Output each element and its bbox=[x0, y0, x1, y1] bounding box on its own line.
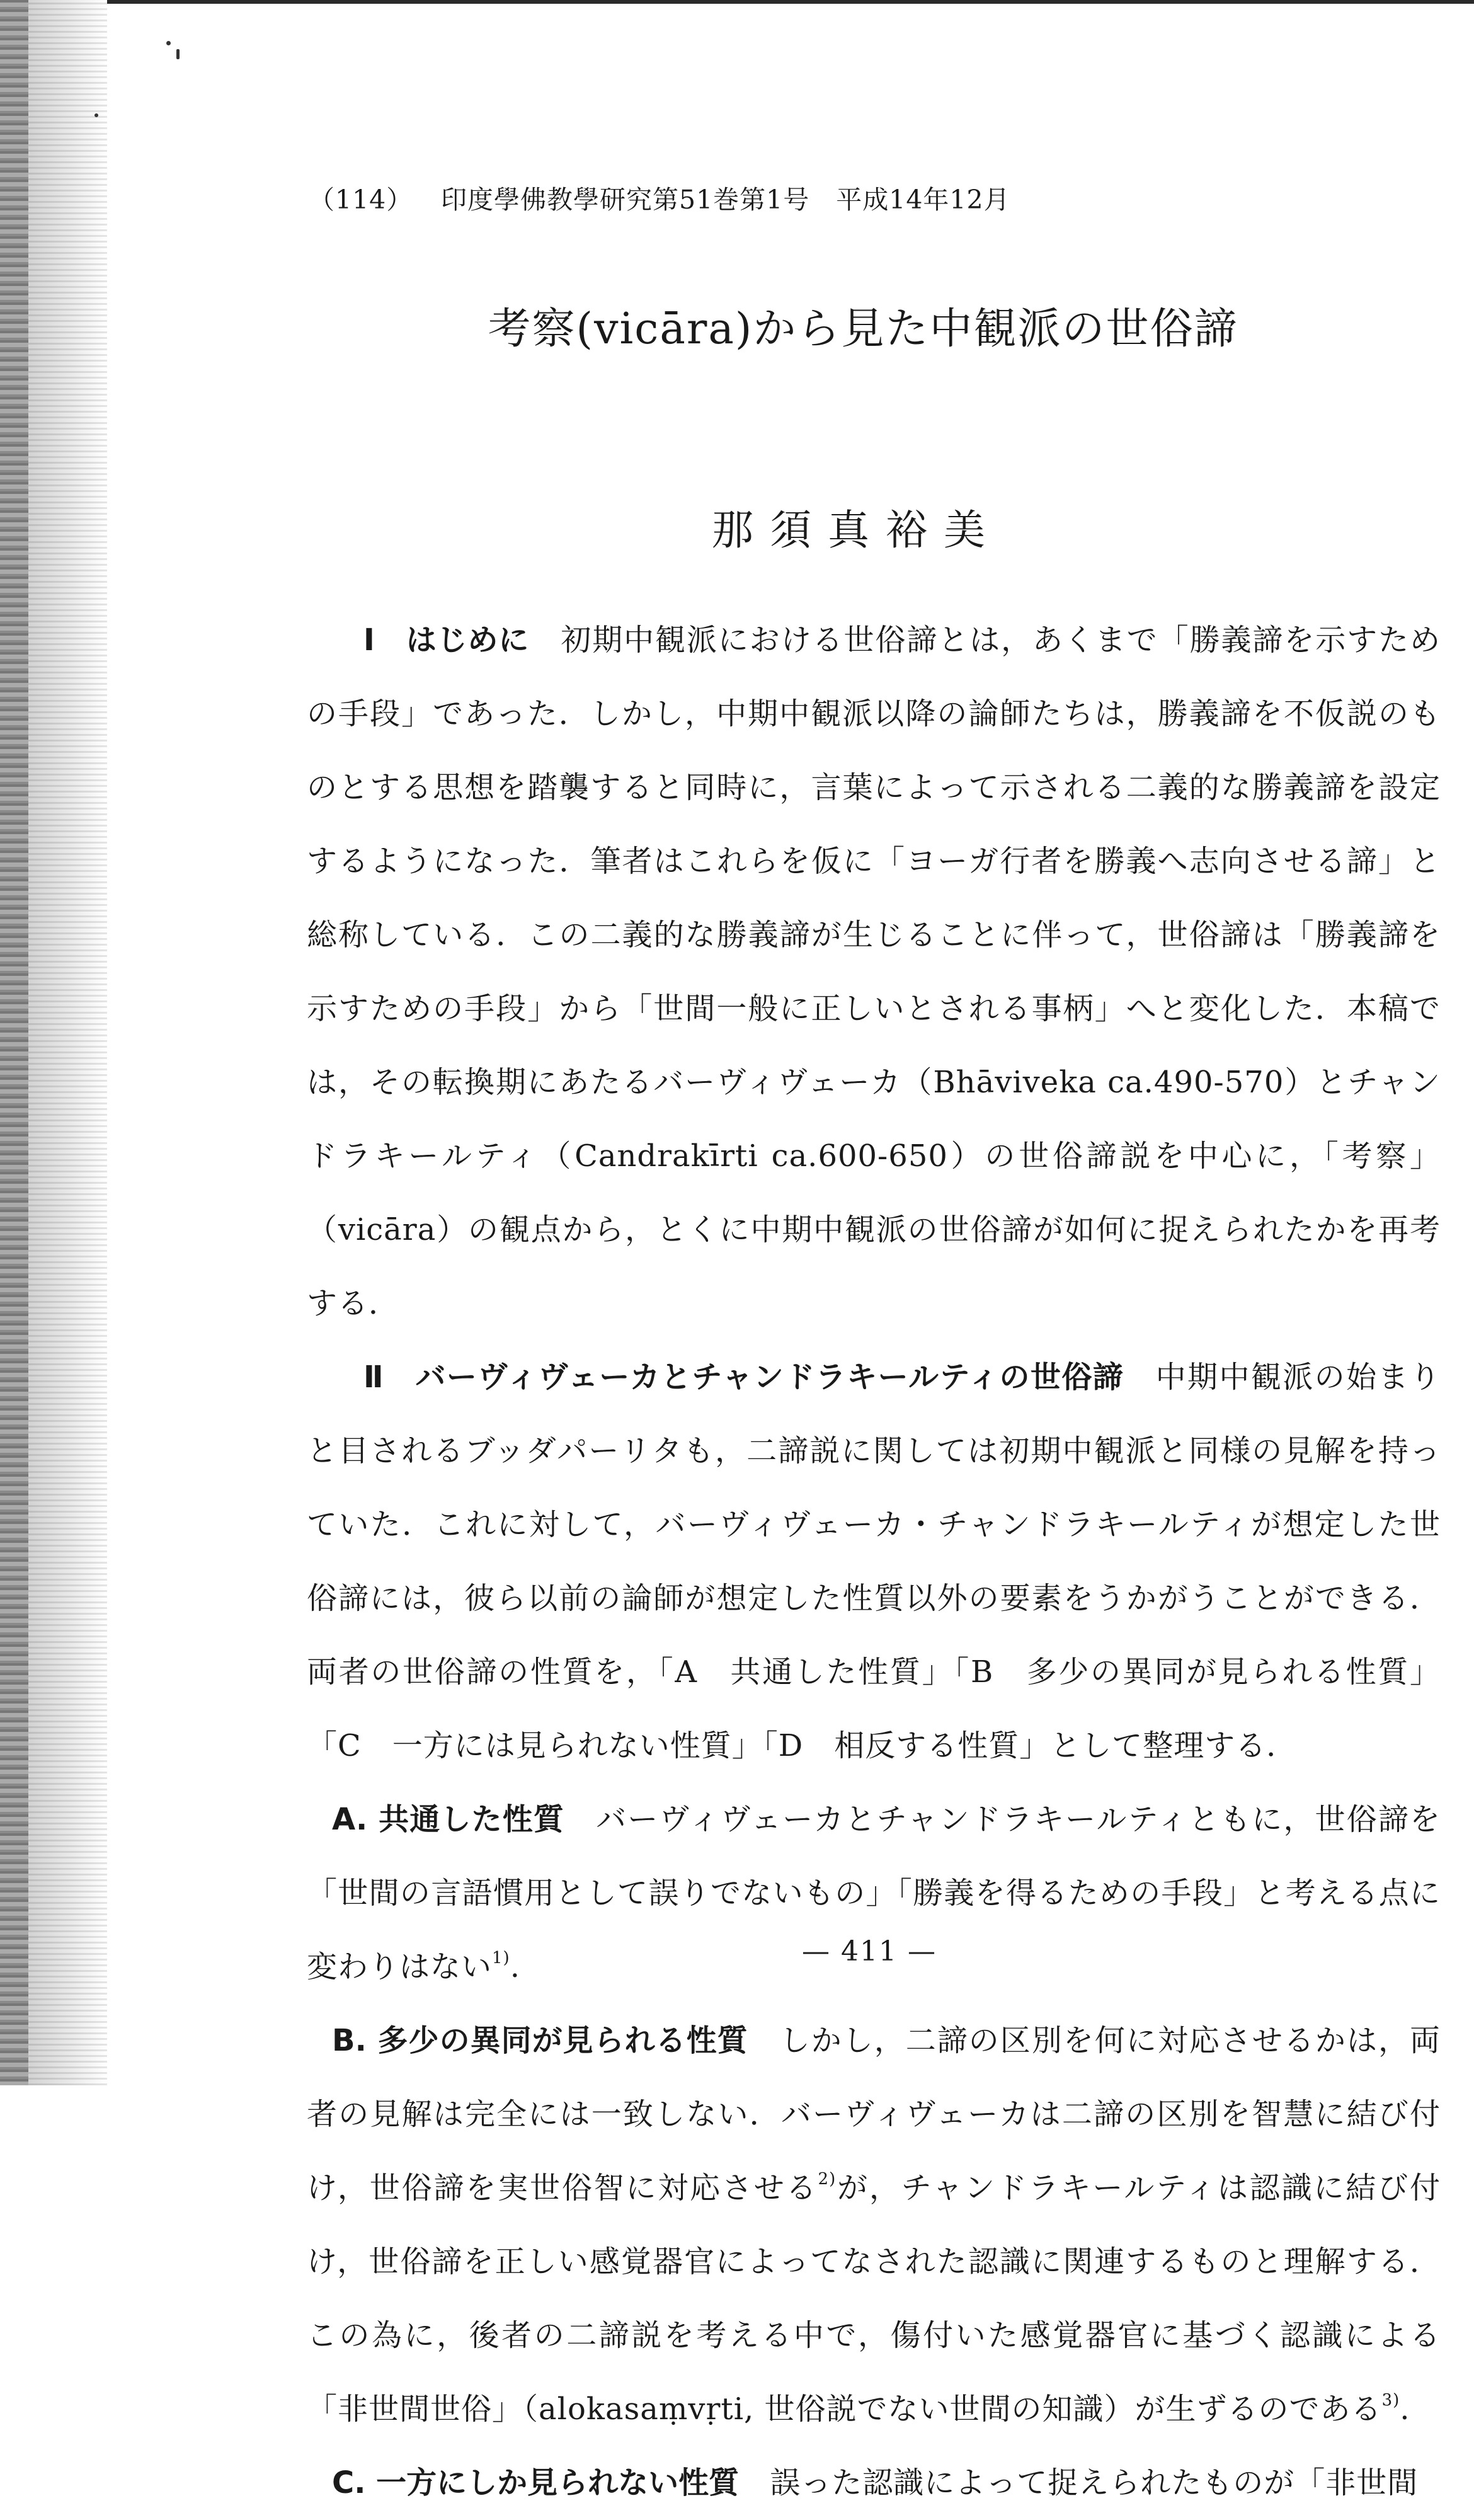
top-border bbox=[0, 0, 1474, 4]
scan-speck bbox=[94, 113, 98, 117]
paper-author: 那須真裕美 bbox=[712, 506, 1002, 554]
paragraph-text: しかし，二諦の区別を何に対応させるかは，両者の見解は完全には一致しない．バーヴィヴェーカは二諦の区別を智慧に結び付け，世俗諦を実世俗智に対応させる bbox=[307, 2023, 1441, 2206]
section-heading-introduction: Ⅰ はじめに bbox=[363, 622, 530, 658]
subsection-heading-c: C. 一方にしか見られない性質 bbox=[332, 2465, 740, 2500]
scan-speck bbox=[176, 49, 180, 59]
header-page-label: （114） bbox=[309, 184, 413, 215]
paragraph-end: . bbox=[510, 1949, 520, 1984]
footnote-ref: 3) bbox=[1381, 2391, 1400, 2410]
page-number: — 411 — bbox=[802, 1935, 937, 1967]
paragraph-text: バーヴィヴェーカとチャンドラキールティともに，世俗諦を「世間の言語慣用として誤りでないもの」「勝義を得るための手段」と考える点に変わりはない bbox=[307, 1802, 1441, 1984]
running-header bbox=[309, 175, 1241, 219]
paragraph-c bbox=[307, 2446, 1441, 2520]
subsection-heading-b: B. 多少の異同が見られる性質 bbox=[332, 2023, 748, 2058]
header-journal-info: 印度學佛教學研究第51巻第1号 平成14年12月 bbox=[441, 184, 1010, 215]
paragraph-text: 誤った認識によって捉えられたものが「非世間 bbox=[739, 2465, 1419, 2500]
paragraph-section-2 bbox=[307, 1341, 1441, 1783]
section-heading-two-truths: Ⅱ バーヴィヴェーカとチャンドラキールティの世俗諦 bbox=[363, 1360, 1124, 1395]
footnote-ref: 2) bbox=[818, 2170, 837, 2189]
paragraph-a bbox=[307, 1783, 1441, 2004]
paper-title: 考察(vicāra)から見た中観派の世俗諦 bbox=[488, 304, 1238, 354]
paragraph-text: 初期中観派における世俗諦とは，あくまで「勝義諦を示すための手段」であった．しかし，中期中観派以降の論師たちは，勝義諦を不仮説のものとする思想を踏襲すると同時に，言葉によって示される二義的な勝義諦を設定するようになった．筆者はこれらを仮に「ヨーガ行者を勝義へ志向させる諦」と総称している．この二義的な勝義諦が生じることに伴って，世俗諦は「勝義諦を示すための手段」から「世間一般に正しいとされる事柄」へと変化した．本稿では，その転換期にあたるバーヴィヴェーカ（Bhāviveka ca.490-570）とチャンドラキールティ（Candrakīrti ca.600-650）の世俗諦説を中心に，「考察」（vicāra）の観点から，とくに中期中観派の世俗諦が如何に捉えられたかを再考する． bbox=[307, 622, 1441, 1321]
scan-speck bbox=[166, 41, 171, 45]
footnote-ref: 1) bbox=[492, 1949, 510, 1967]
paragraph-end: . bbox=[1400, 2391, 1410, 2427]
subsection-heading-a: A. 共通した性質 bbox=[332, 1802, 565, 1837]
paragraph-b bbox=[307, 2004, 1441, 2446]
paper-body bbox=[307, 604, 1441, 2520]
scan-shadow-edge bbox=[0, 0, 107, 2085]
paragraph-text: 中期中観派の始まりと目されるブッダパーリタも，二諦説に関しては初期中観派と同様の見解を持っていた．これに対して，バーヴィヴェーカ・チャンドラキールティが想定した世俗諦には，彼ら以前の論師が想定した性質以外の要素をうかがうことができる．両者の世俗諦の性質を，「A 共通した性質」「B 多少の異同が見られる性質」「C 一方には見られない性質」「D 相反する性質」として整理する． bbox=[307, 1360, 1441, 1763]
paragraph-text: が，チャンドラキールティは認識に結び付け，世俗諦を正しい感覚器官によってなされた認識に関連するものと理解する．この為に，後者の二諦説を考える中で，傷付いた感覚器官に基づく認識による「非世間世俗」（alokasaṃvṛti, 世俗説でない世間の知識）が生ずるのである bbox=[307, 2170, 1441, 2427]
paragraph-introduction bbox=[307, 604, 1441, 1341]
